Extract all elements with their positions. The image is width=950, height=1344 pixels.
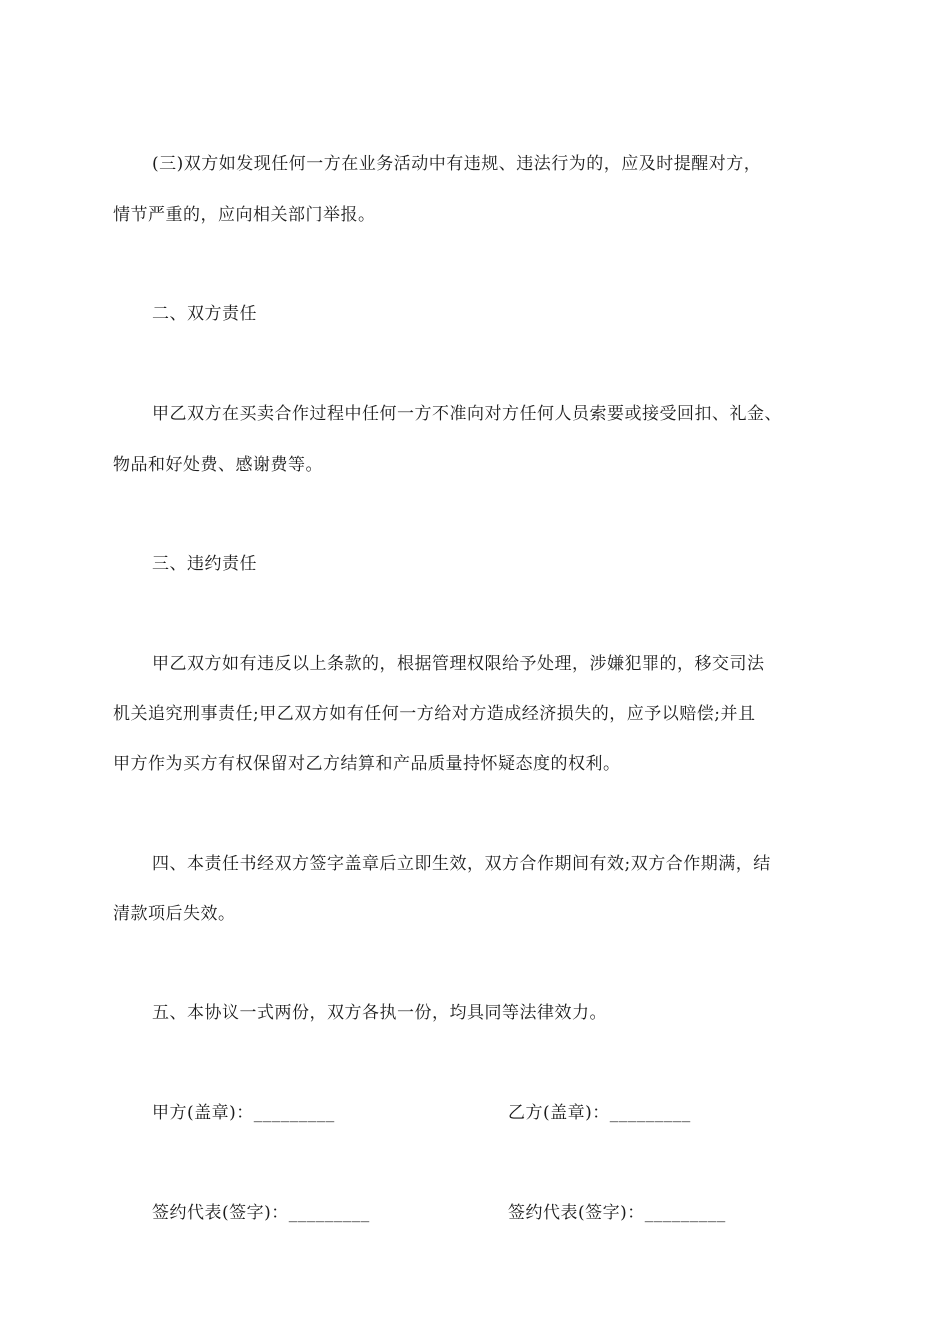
- party-b-representative-field: 签约代表(签字)：_________: [508, 1203, 726, 1223]
- section-3-body-line-3: 甲方作为买方有权保留对乙方结算和产品质量持怀疑态度的权利。: [113, 754, 621, 774]
- section-3-heading: 三、违约责任: [152, 554, 257, 574]
- section-3-body-line-1: 甲乙双方如有违反以上条款的，根据管理权限给予处理，涉嫌犯罪的，移交司法: [152, 654, 765, 674]
- section-4-line-1: 四、本责任书经双方签字盖章后立即生效，双方合作期间有效;双方合作期满，结: [152, 854, 771, 874]
- party-b-seal-field: 乙方(盖章)：_________: [508, 1103, 691, 1123]
- section-3-body-line-2: 机关追究刑事责任;甲乙双方如有任何一方给对方造成经济损失的，应予以赔偿;并且: [113, 704, 756, 724]
- party-a-representative-field: 签约代表(签字)：_________: [152, 1203, 370, 1223]
- party-a-seal-field: 甲方(盖章)：_________: [152, 1103, 335, 1123]
- section-2-body-line-1: 甲乙双方在买卖合作过程中任何一方不准向对方任何人员索要或接受回扣、礼金、: [152, 404, 782, 424]
- clause-3-line-1: (三)双方如发现任何一方在业务活动中有违规、违法行为的，应及时提醒对方，: [152, 154, 762, 174]
- section-2-heading: 二、双方责任: [152, 304, 257, 324]
- section-5-line-1: 五、本协议一式两份，双方各执一份，均具同等法律效力。: [152, 1003, 607, 1023]
- section-4-line-2: 清款项后失效。: [113, 904, 236, 924]
- section-2-body-line-2: 物品和好处费、感谢费等。: [113, 455, 323, 475]
- clause-3-line-2: 情节严重的，应向相关部门举报。: [113, 205, 376, 225]
